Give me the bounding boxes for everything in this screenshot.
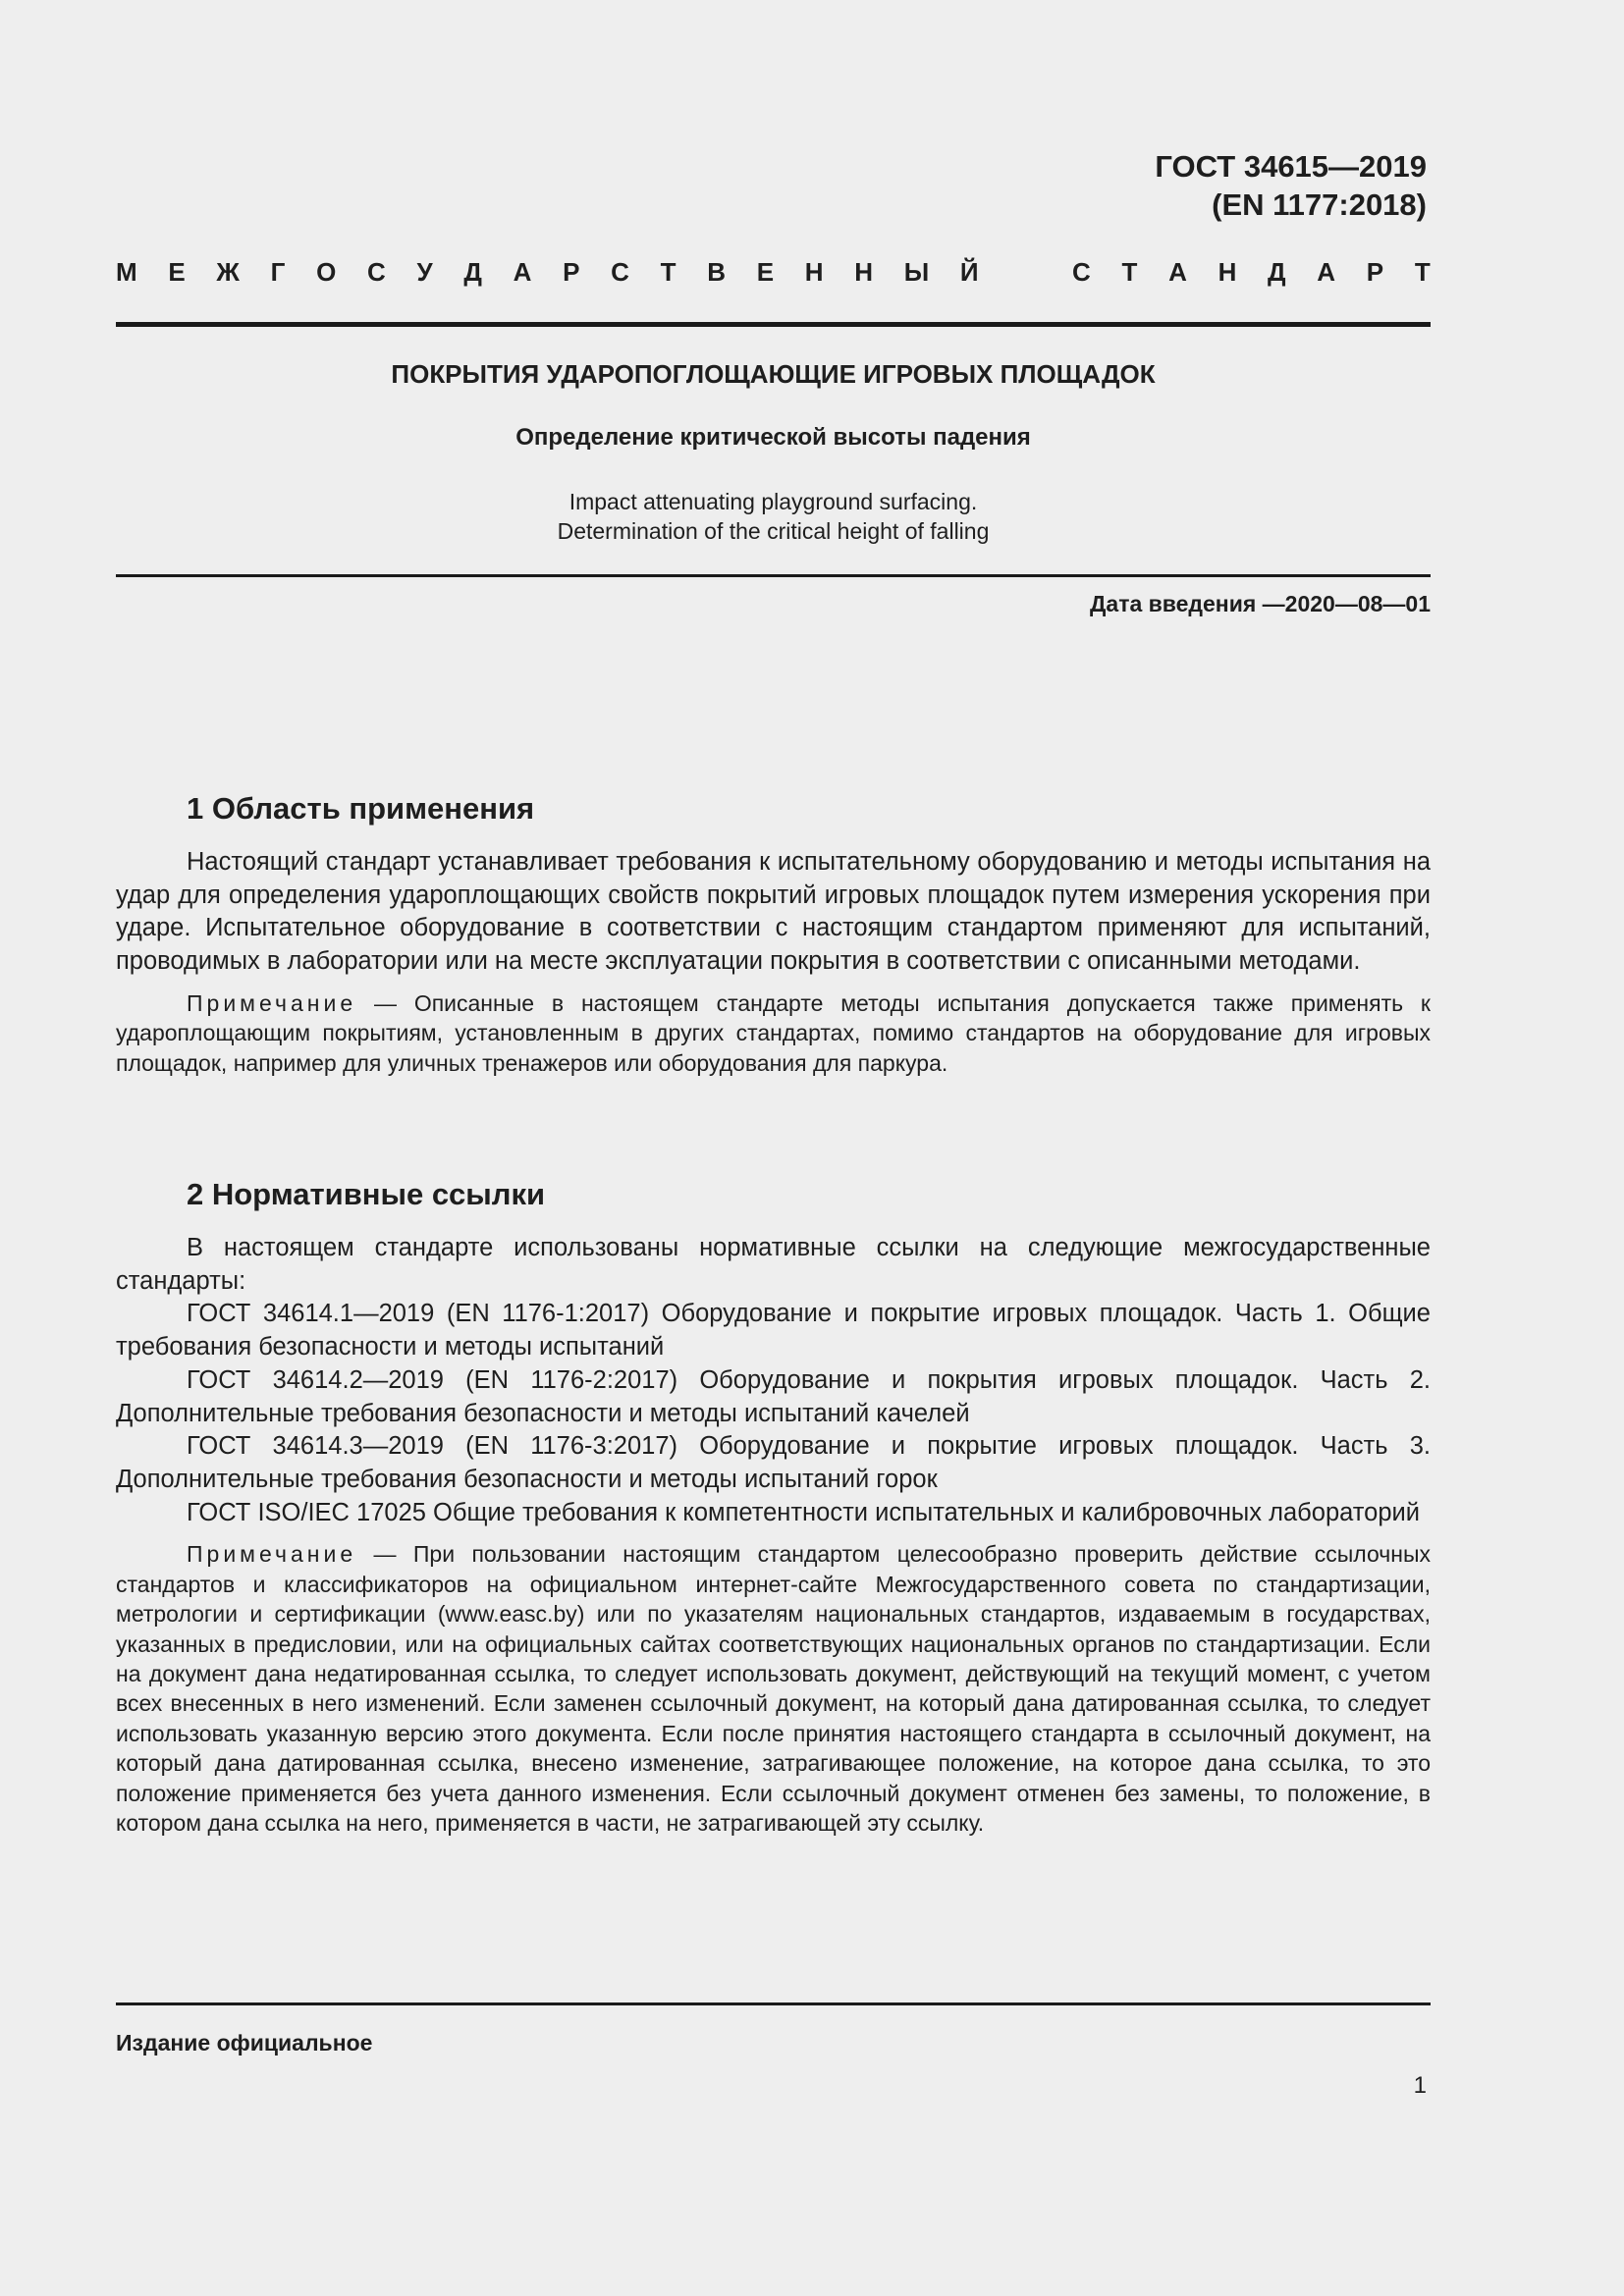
interstate-letter: М [116, 257, 137, 287]
section-heading: 1 Область применения [187, 791, 535, 826]
note-label: Примечание [187, 1541, 357, 1568]
interstate-letter: Н [804, 257, 824, 287]
note-text: — При пользовании настоящим стандартом целесообразно проверить действие ссылочных стандартов и классификаторов на официальном интернет-сайте Межгосударственного совета по стандартизации, метрологии и сертификации (www.easc.by) или по указателям национальных стандартов, издаваемым в государствах, указанных в предисловии, или на официальных сайтах соответствующих национальных органов по стандартизации. Если на документ дана недатированная ссылка, то следует использовать документ, действующий на текущий момент, с учетом всех внесенных в него изменений. Если заменен ссылочный документ, на который дана датированная ссылка, то следует использовать указанную версию этого документа. Если после принятия настоящего стандарта в ссылочный документ, на который дана датированная ссылка, внесено изменение, затрагивающее положение, на которое дана ссылка, то это положение применяется без учета данного изменения. Если ссылочный документ отменен без замены, то положение, в котором дана ссылка на него, применяется в части, не затрагивающей эту ссылку. [116, 1541, 1431, 1836]
page-number: 1 [1413, 2072, 1427, 2099]
section-note [116, 988, 1431, 1078]
footer-rule [116, 2002, 1431, 2005]
gost-code-line1: ГОСТ 34615—2019 [1155, 149, 1427, 184]
section-scope [116, 789, 1431, 1078]
section-normative-references [116, 1175, 1431, 1838]
interstate-letter: А [1317, 257, 1336, 287]
reference-item: ГОСТ ISO/IEC 17025 Общие требования к компетентности испытательных и калибровочных лабораторий [187, 1498, 1420, 1526]
interstate-letter: Е [168, 257, 186, 287]
interstate-letter: Д [1268, 257, 1286, 287]
interstate-letter: Н [854, 257, 874, 287]
interstate-letter: Т [660, 257, 677, 287]
official-edition-label: Издание официальное [116, 2030, 373, 2056]
interstate-letter: С [367, 257, 386, 287]
document-title-en [116, 487, 1431, 546]
reference-item: ГОСТ 34614.1—2019 (EN 1176-1:2017) Оборудование и покрытие игровых площадок. Часть 1. Общие требования безопасности и методы испытаний [116, 1300, 1431, 1362]
document-subtitle-ru: Определение критической высоты падения [515, 424, 1031, 451]
interstate-letter: С [1072, 257, 1091, 287]
interstate-letter: Ы [903, 257, 930, 287]
interstate-letter: А [1168, 257, 1187, 287]
section-heading: 2 Нормативные ссылки [187, 1177, 546, 1211]
interstate-letter: Е [756, 257, 775, 287]
interstate-letter: Ж [216, 257, 240, 287]
interstate-letter: Т [1121, 257, 1138, 287]
title-en-line2: Determination of the critical height of falling [557, 518, 990, 544]
word-gap [1009, 255, 1041, 289]
reference-item: ГОСТ 34614.2—2019 (EN 1176-2:2017) Оборудование и покрытия игровых площадок. Часть 2. Дополнительные требования безопасности и методы испытаний качелей [116, 1365, 1431, 1427]
title-rule [116, 574, 1431, 577]
gost-code-line2: (EN 1177:2018) [1212, 187, 1427, 222]
introduction-date: Дата введения —2020—08—01 [1090, 591, 1431, 616]
note-text: — Описанные в настоящем стандарте методы испытания допускается также применять к удароплощающим покрытиям, установленным в других стандартах, помимо стандартов на оборудование для игровых площадок, например для уличных тренажеров или оборудования для паркура. [116, 989, 1431, 1076]
interstate-letter: А [513, 257, 532, 287]
section-paragraph: Настоящий стандарт устанавливает требования к испытательному оборудованию и методы испытания на удар для определения удароплощающих свойств покрытий игровых площадок путем измерения ускорения при ударе. Испытательное оборудование в соответствии с настоящим стандартом применяют для испытаний, проводимых в лаборатории или на месте эксплуатации покрытия в соответствии с описанными методами. [116, 848, 1431, 976]
reference-item: ГОСТ 34614.3—2019 (EN 1176-3:2017) Оборудование и покрытие игровых площадок. Часть 3. Дополнительные требования безопасности и методы испытаний горок [116, 1432, 1431, 1493]
interstate-letter: С [611, 257, 629, 287]
interstate-letter: О [316, 257, 337, 287]
gost-code [1155, 147, 1427, 224]
section-note [116, 1539, 1431, 1838]
interstate-letter: Д [463, 257, 482, 287]
interstate-letter: Й [959, 257, 979, 287]
interstate-standard-banner [116, 255, 1431, 289]
interstate-letter: У [416, 257, 433, 287]
interstate-letter: Р [1366, 257, 1384, 287]
interstate-letter: В [707, 257, 727, 287]
interstate-letter: Г [270, 257, 286, 287]
document-title-ru: ПОКРЫТИЯ УДАРОПОГЛОЩАЮЩИЕ ИГРОВЫХ ПЛОЩАДОК [391, 359, 1156, 389]
interstate-letter: Р [563, 257, 580, 287]
top-rule [116, 322, 1431, 327]
note-label: Примечание [187, 989, 357, 1016]
interstate-letter: Т [1414, 257, 1431, 287]
interstate-letter: Н [1218, 257, 1237, 287]
title-en-line1: Impact attenuating playground surfacing. [568, 489, 978, 514]
section-intro: В настоящем стандарте использованы нормативные ссылки на следующие межгосударственные стандарты: [116, 1234, 1431, 1295]
